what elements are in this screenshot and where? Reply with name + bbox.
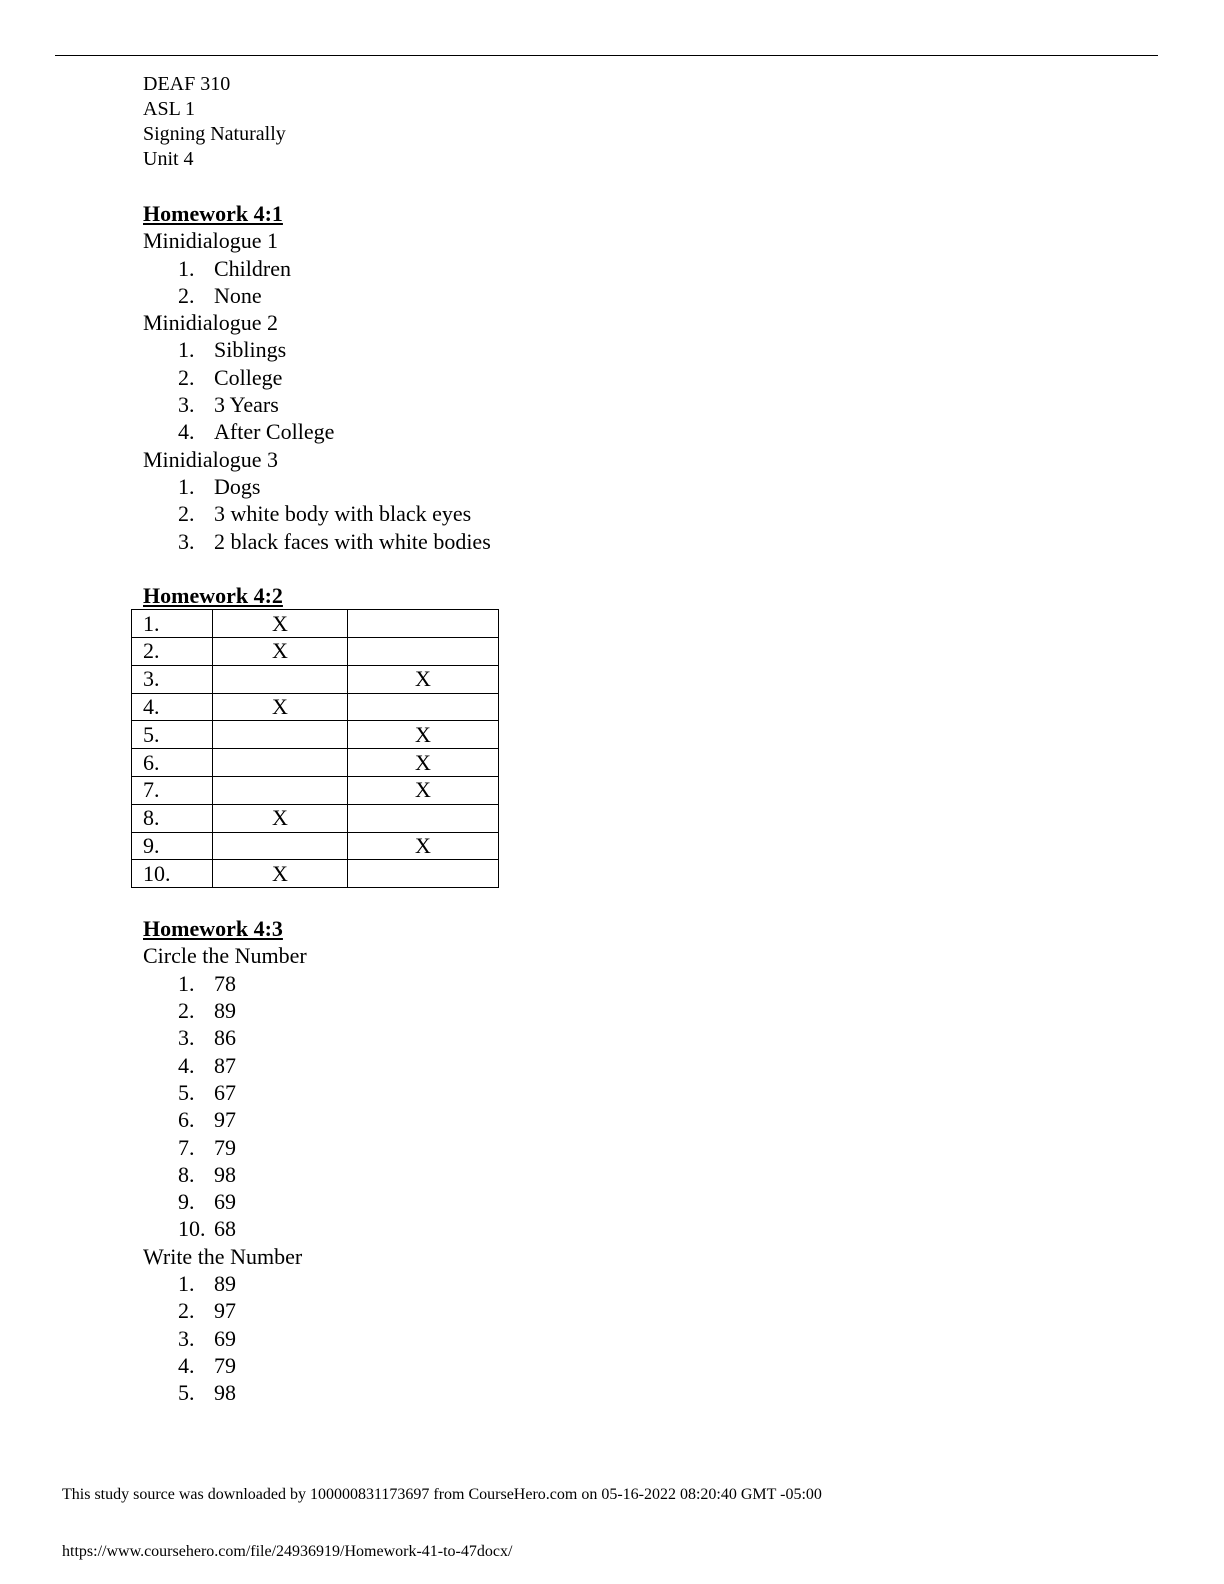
list-item: 2. College	[178, 364, 283, 390]
column-a-mark	[213, 665, 348, 693]
answer-text: 89	[214, 1270, 236, 1296]
table-row	[132, 637, 499, 665]
row-number: 10.	[132, 860, 213, 888]
answer-text: 3 Years	[214, 392, 279, 418]
row-number: 4.	[132, 693, 213, 721]
row-number: 5.	[132, 721, 213, 749]
column-b-mark: X	[348, 832, 499, 860]
answer-text: 86	[214, 1025, 236, 1051]
minidialogue-2-list	[143, 336, 1043, 445]
course-code: DEAF 310	[143, 73, 231, 95]
table-row	[132, 610, 499, 638]
list-item: 1. 78	[178, 970, 236, 996]
list-item: 2. 89	[178, 998, 236, 1024]
column-b-mark	[348, 637, 499, 665]
answer-text: 98	[214, 1161, 236, 1187]
row-number: 9.	[132, 832, 213, 860]
answer-text: College	[214, 364, 283, 390]
homework-4-1-section	[143, 200, 1043, 555]
list-item: 3. 69	[178, 1325, 236, 1351]
answer-text: 68	[214, 1216, 236, 1242]
answer-text: 79	[214, 1352, 236, 1378]
column-b-mark: X	[348, 721, 499, 749]
answer-text: 97	[214, 1298, 236, 1324]
answer-text: 79	[214, 1134, 236, 1160]
table-row	[132, 693, 499, 721]
column-b-mark	[348, 610, 499, 638]
table-row	[132, 860, 499, 888]
row-number: 6.	[132, 749, 213, 777]
list-item: 7. 79	[178, 1134, 236, 1160]
minidialogue-3-list	[143, 473, 1043, 555]
homework-4-2-section	[143, 582, 1043, 888]
column-a-mark	[213, 749, 348, 777]
answer-text: None	[214, 282, 262, 308]
table-row	[132, 665, 499, 693]
table-row	[132, 832, 499, 860]
answer-text: 89	[214, 998, 236, 1024]
list-item: 2. 3 white body with black eyes	[178, 501, 472, 527]
list-item: 2. None	[178, 282, 262, 308]
answer-text: Children	[214, 255, 291, 281]
column-a-mark: X	[213, 804, 348, 832]
answer-text: 98	[214, 1380, 236, 1406]
answer-text: After College	[214, 419, 335, 445]
course-name: ASL 1	[143, 98, 196, 120]
homework-4-3-section	[143, 915, 1043, 1406]
table-row	[132, 749, 499, 777]
list-item: 9. 69	[178, 1189, 236, 1215]
row-number: 7.	[132, 776, 213, 804]
table-row	[132, 776, 499, 804]
textbook-name: Signing Naturally	[143, 123, 286, 145]
answer-text: 87	[214, 1052, 236, 1078]
list-item: 10. 68	[178, 1216, 236, 1242]
column-b-mark: X	[348, 776, 499, 804]
course-header	[143, 72, 1043, 172]
list-item: 4. After College	[178, 419, 335, 445]
answer-text: 2 black faces with white bodies	[214, 528, 491, 554]
column-a-mark: X	[213, 693, 348, 721]
list-item: 8. 98	[178, 1161, 236, 1187]
list-item: 1. Dogs	[178, 473, 261, 499]
row-number: 2.	[132, 637, 213, 665]
column-b-mark: X	[348, 665, 499, 693]
answer-text: Dogs	[214, 473, 261, 499]
list-item: 2. 97	[178, 1298, 236, 1324]
answer-text: 69	[214, 1325, 236, 1351]
answer-text: 78	[214, 970, 236, 996]
circle-the-number-label: Circle the Number	[143, 943, 307, 969]
list-item: 4. 79	[178, 1352, 236, 1378]
row-number: 3.	[132, 665, 213, 693]
document-body	[143, 72, 1043, 1406]
row-number: 1.	[132, 610, 213, 638]
source-url-link[interactable]: https://www.coursehero.com/file/24936919/Homework-41-to-47docx/	[62, 1543, 513, 1560]
column-b-mark	[348, 804, 499, 832]
list-item: 6. 97	[178, 1107, 236, 1133]
minidialogue-1-label: Minidialogue 1	[143, 228, 279, 254]
list-item: 1. 89	[178, 1270, 236, 1296]
list-item: 5. 98	[178, 1380, 236, 1406]
list-item: 1. Children	[178, 255, 291, 281]
list-item: 3. 86	[178, 1025, 236, 1051]
write-the-number-list	[143, 1270, 1043, 1406]
answer-text: 69	[214, 1189, 236, 1215]
list-item: 3. 3 Years	[178, 392, 279, 418]
answer-text: 67	[214, 1079, 236, 1105]
column-b-mark: X	[348, 749, 499, 777]
download-notice: This study source was downloaded by 100000831173697 from CourseHero.com on 05-16-2022 08:20:40 GMT -05:00	[62, 1486, 822, 1503]
table-row	[132, 804, 499, 832]
column-a-mark	[213, 776, 348, 804]
homework-4-1-heading: Homework 4:1	[143, 201, 283, 226]
column-a-mark: X	[213, 610, 348, 638]
column-a-mark	[213, 721, 348, 749]
column-a-mark: X	[213, 637, 348, 665]
homework-4-2-heading: Homework 4:2	[143, 582, 283, 608]
minidialogue-2-label: Minidialogue 2	[143, 310, 279, 336]
column-b-mark	[348, 860, 499, 888]
unit-label: Unit 4	[143, 148, 194, 170]
column-a-mark: X	[213, 860, 348, 888]
answer-text: 97	[214, 1107, 236, 1133]
answer-table	[131, 609, 499, 888]
list-item: 4. 87	[178, 1052, 236, 1078]
minidialogue-1-list	[143, 255, 1043, 310]
list-item: 3. 2 black faces with white bodies	[178, 528, 491, 554]
circle-the-number-list	[143, 970, 1043, 1243]
column-a-mark	[213, 832, 348, 860]
list-item: 1. Siblings	[178, 337, 287, 363]
minidialogue-3-label: Minidialogue 3	[143, 446, 279, 472]
column-b-mark	[348, 693, 499, 721]
homework-4-3-heading: Homework 4:3	[143, 916, 283, 942]
answer-text: Siblings	[214, 337, 287, 363]
write-the-number-label: Write the Number	[143, 1243, 303, 1269]
answer-text: 3 white body with black eyes	[214, 501, 472, 527]
row-number: 8.	[132, 804, 213, 832]
top-rule	[55, 55, 1158, 56]
list-item: 5. 67	[178, 1079, 236, 1105]
table-row	[132, 721, 499, 749]
